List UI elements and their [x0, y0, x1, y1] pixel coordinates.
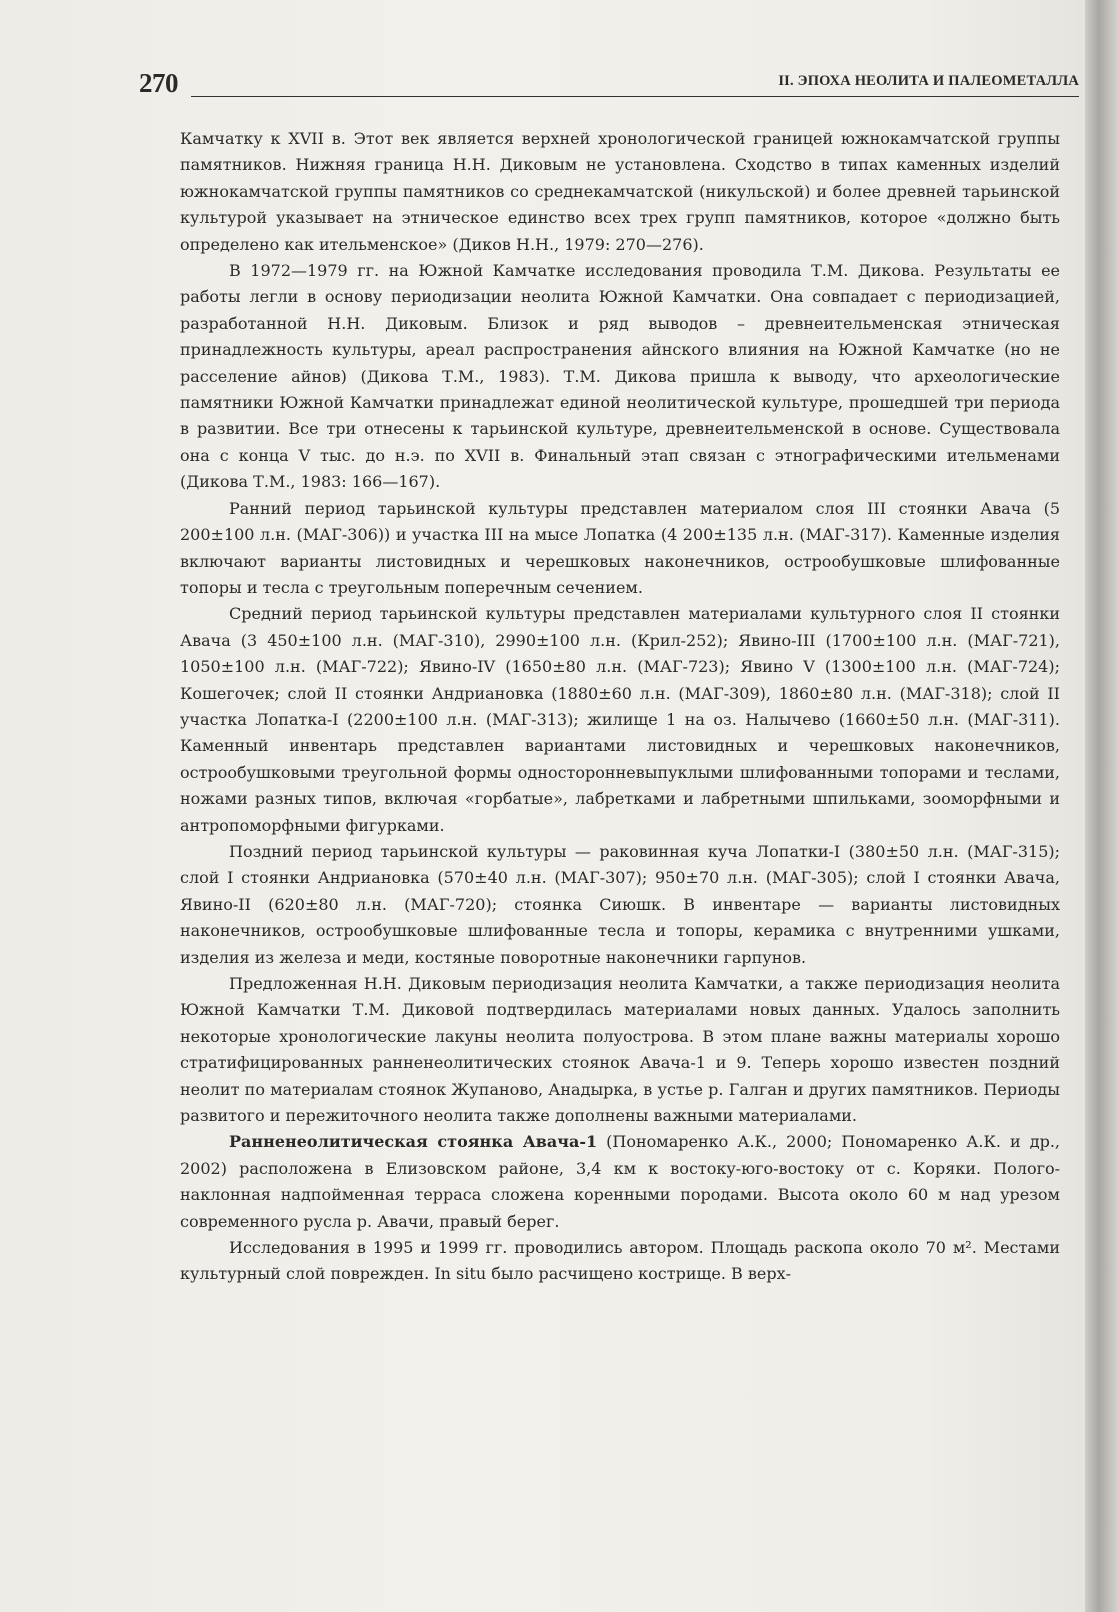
page-number: 270 — [139, 68, 178, 98]
paragraph: В 1972—1979 гг. на Южной Камчатке исследования проводила Т.М. Дикова. Результаты ее работы легли в основу периодизации неолита Южной Камчатки. Она совпадает с периодизацией, разработанной Н.Н. Диковым. Близок и ряд выводов – древнеительменская этническая принадлежность культуры, ареал распространения айнского влияния на Южной Камчатке (но не расселение айнов) (Дикова Т.М., 1983). Т.М. Дикова пришла к выводу, что археологические памятники Южной Камчатки принадлежат единой неолитической культуре, прошедшей три периода в развитии. Все три отнесены к тарьинской культуре, древнеительменской в основе. Существовала она с конца V тыс. до н.э. по XVII в. Финальный этап связан с этнографическими ительменами (Дикова Т.М., 1983: 166—167). — [180, 261, 1060, 492]
body-text — [180, 126, 1060, 1288]
book-edge — [1085, 0, 1119, 1612]
paragraph: Поздний период тарьинской культуры — раковинная куча Лопатки-I (380±50 л.н. (МАГ-315); слой I стоянки Андриановка (570±40 л.н. (МАГ-307); 950±70 л.н. (МАГ-305); слой I стоянки Авача, Явино-II (620±80 л.н. (МАГ-720); стоянка Сиюшк. В инвентаре — варианты листовидных наконечников, острообушковые шлифованные тесла и топоры, керамика с внутренними ушками, изделия из железа и меди, костяные поворотные наконечники гарпунов. — [180, 841, 1060, 967]
section-lead: Ранненеолитическая стоянка Авача-1 — [229, 1132, 598, 1152]
running-head: II. ЭПОХА НЕОЛИТА И ПАЛЕОМЕТАЛЛА — [778, 73, 1079, 89]
paragraph-text: (Пономаренко А.К., 2000; Пономаренко А.К. и др., 2002) расположена в Елизовском районе, 3,4 км к востоку-юго-востоку от с. Коряки. Полого-наклонная надпойменная терраса сложена коренными породами. Высота около 60 м над урезом современного русла р. Авачи, правый берег. — [180, 1132, 1061, 1231]
paragraph: Ранний период тарьинской культуры представлен материалом слоя III стоянки Авача (5 200±100 л.н. (МАГ-306)) и участка III на мысе Лопатка (4 200±135 л.н. (МАГ-317). Каменные изделия включают варианты листовидных и черешковых наконечников, острообушковые шлифованные топоры и тесла с треугольным поперечным сечением. — [180, 498, 1060, 597]
paragraph: Исследования в 1995 и 1999 гг. проводились автором. Площадь раскопа около 70 м². Местами культурный слой поврежден. In situ было расчищено кострище. В верх- — [180, 1238, 1060, 1284]
header-rule — [191, 96, 1079, 97]
paragraph: Предложенная Н.Н. Диковым периодизация неолита Камчатки, а также периодизация неолита Южной Камчатки Т.М. Диковой подтвердилась материалами новых данных. Удалось заполнить некоторые хронологические лакуны неолита полуострова. В этом плане важны материалы хорошо стратифицированных ранненеолитических стоянок Авача-1 и 9. Теперь хорошо известен поздний неолит по материалам стоянок Жупаново, Анадырка, в устье р. Галган и других памятников. Периоды развитого и пережиточного неолита также дополнены важными материалами. — [180, 974, 1060, 1126]
paragraph — [180, 1129, 1060, 1235]
paragraph: Средний период тарьинской культуры представлен материалами культурного слоя II стоянки Авача (3 450±100 л.н. (МАГ-310), 2990±100 л.н. (Крил-252); Явино-III (1700±100 л.н. (МАГ-721), 1050±100 л.н. (МАГ-722); Явино-IV (1650±80 л.н. (МАГ-723); Явино V (1300±100 л.н. (МАГ-724); Кошегочек; слой II стоянки Андриановка (1880±60 л.н. (МАГ-309), 1860±80 л.н. (МАГ-318); слой II участка Лопатка-I (2200±100 л.н. (МАГ-313); жилище 1 на оз. Налычево (1660±50 л.н. (МАГ-311). Каменный инвентарь представлен вариантами листовидных и черешковых наконечников, острообушковыми треугольной формы односторонневыпуклыми шлифованными топорами и теслами, ножами разных типов, включая «горбатые», лабретками и лабретными шпильками, зооморфными и антропоморфными фигурками. — [180, 604, 1060, 835]
paragraph: Камчатку к XVII в. Этот век является верхней хронологической границей южнокамчатской группы памятников. Нижняя граница Н.Н. Диковым не установлена. Сходство в типах каменных изделий южнокамчатской группы памятников со среднекамчатской (никульской) и более древней тарьинской культурой указывает на этническое единство всех трех групп памятников, которое «должно быть определено как ительменское» (Диков Н.Н., 1979: 270—276). — [180, 129, 1060, 254]
page-header — [139, 68, 1079, 108]
